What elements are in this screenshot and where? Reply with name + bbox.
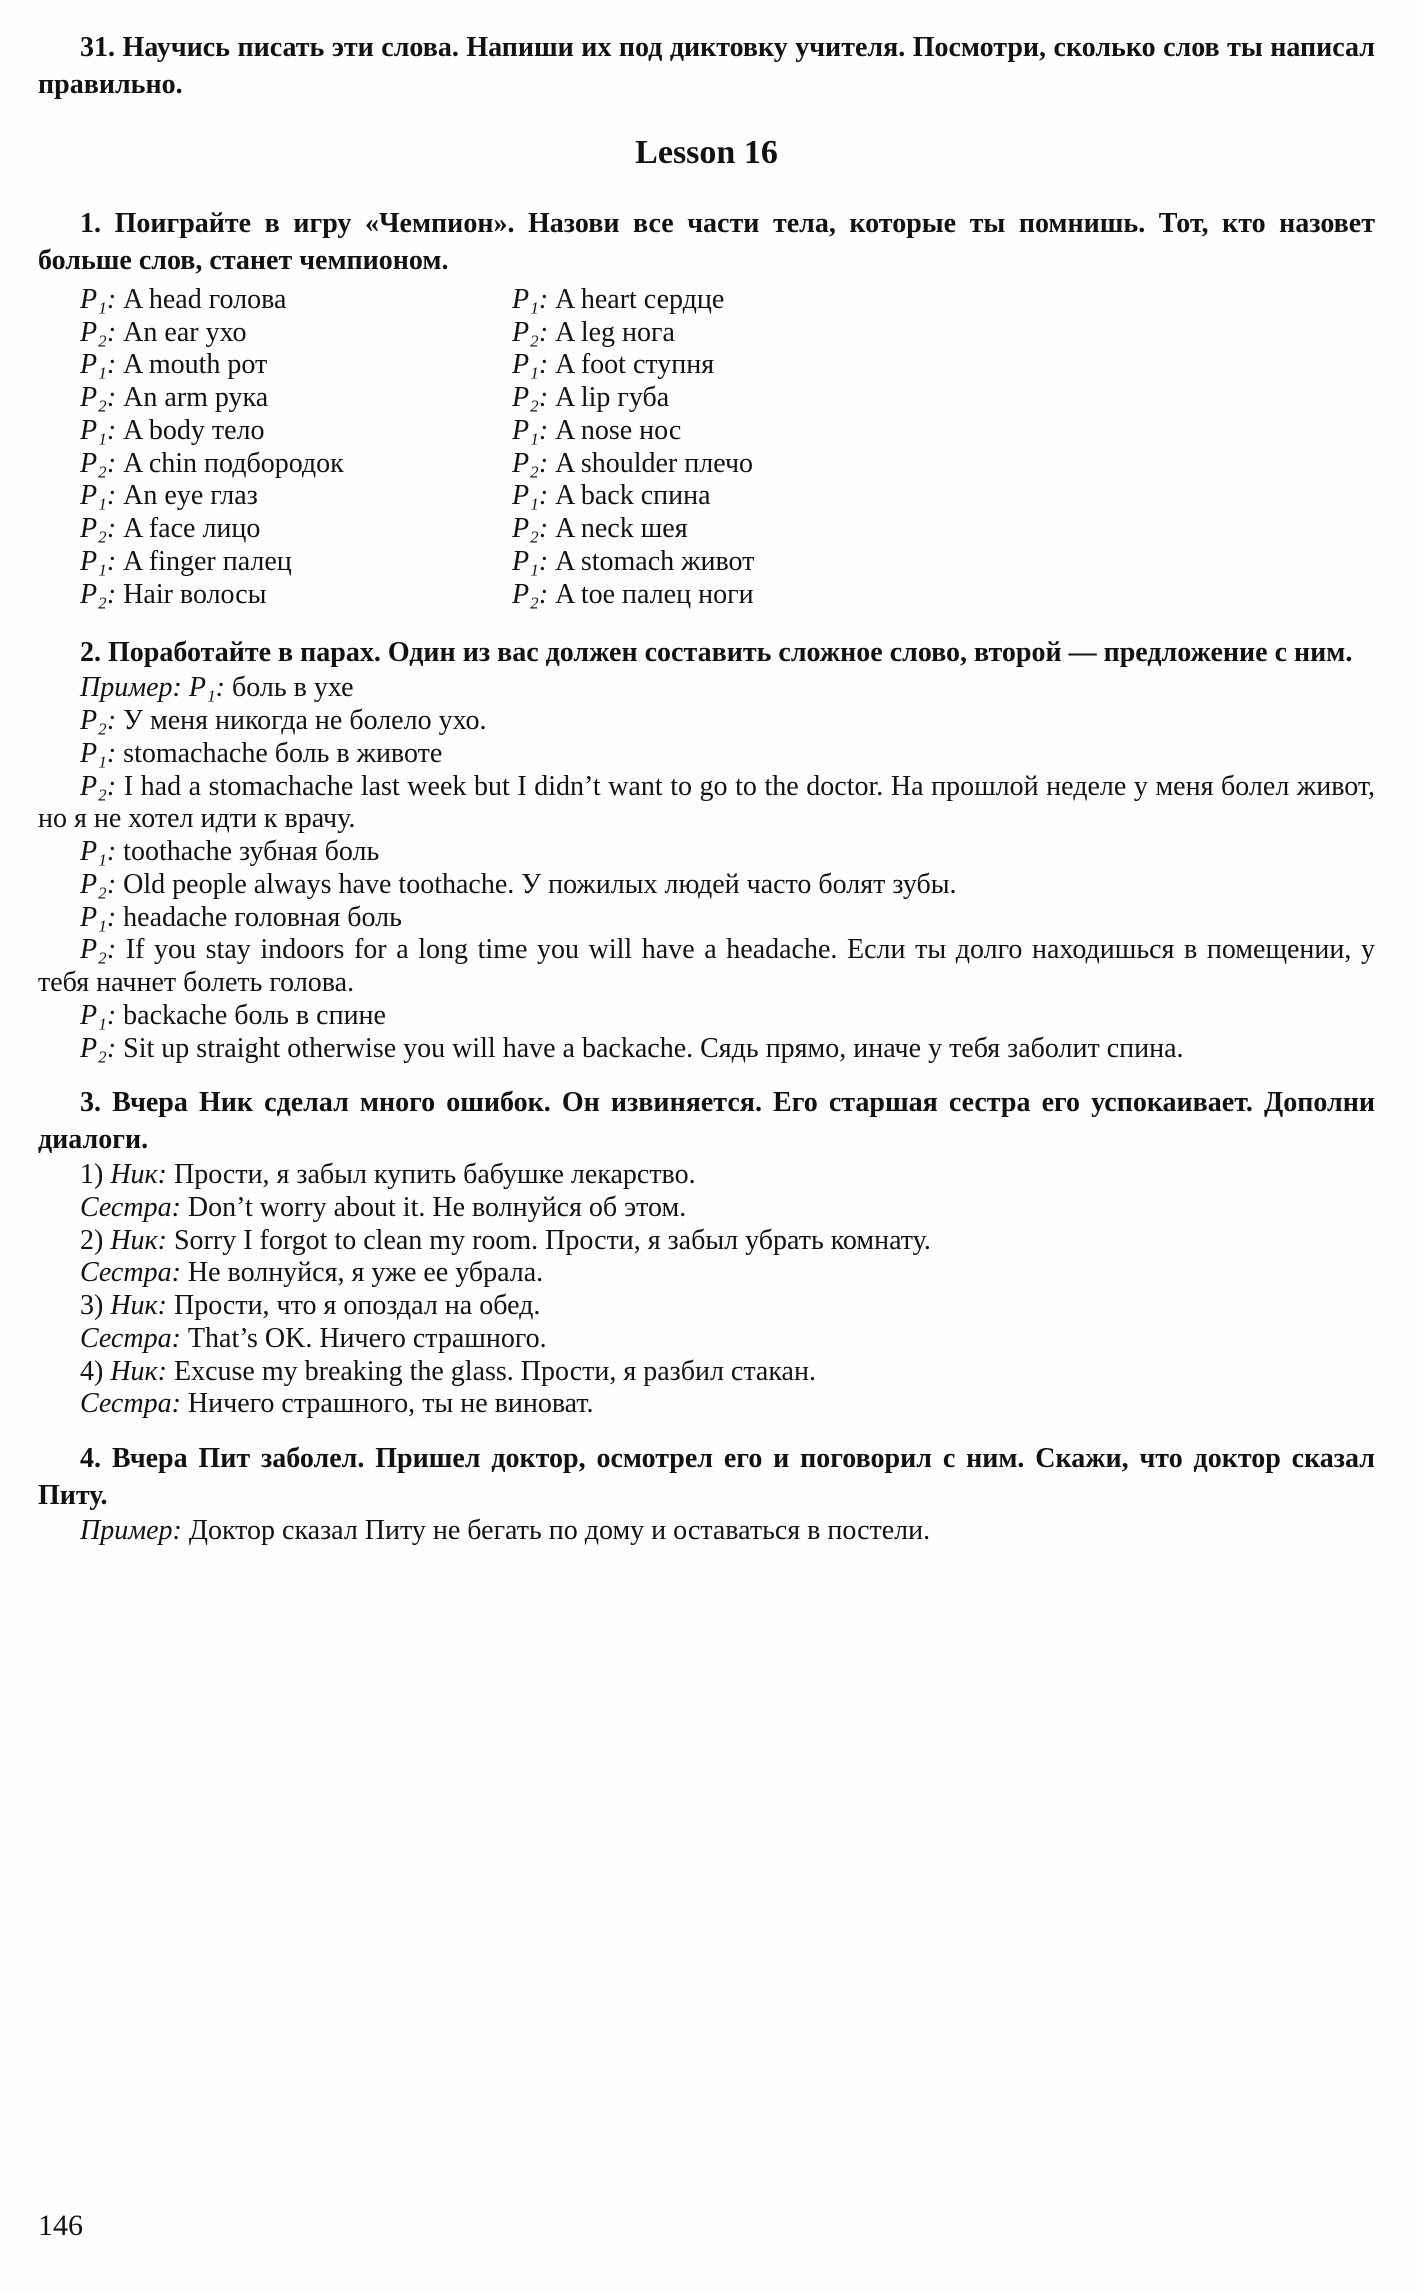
exercise-4-example [38, 1515, 1375, 1548]
dialogue-text: У меня никогда не болело ухо. [123, 705, 487, 737]
line-number: 4) [80, 1355, 111, 1387]
dialogue-text: A heart сердце [555, 283, 725, 315]
exercise-2-instruction: 2. Поработайте в парах. Один из вас должен составить сложное слово, второй — предложение с ним. [80, 637, 1353, 669]
exercise-3-dialogue [38, 1159, 1375, 1421]
line-number: 3) [80, 1290, 111, 1322]
dialogue-text: A back спина [555, 480, 711, 512]
dialogue-text: Sorry I forgot to clean my room. Прости, я забыл убрать комнату. [173, 1224, 931, 1256]
dialogue-text: A toe палец ноги [555, 578, 754, 610]
speaker-label: P₂: [80, 316, 124, 348]
lesson-title: Lesson 16 [635, 133, 778, 171]
exercise-4-instruction: 4. Вчера Пит заболел. Пришел доктор, осмотрел его и поговорил с ним. Скажи, что доктор сказал Питу. [38, 1443, 1375, 1512]
dialogue-line [38, 705, 1375, 738]
dialogue-line [38, 1033, 1375, 1066]
speaker-label: P₂: [80, 770, 124, 802]
dialogue-line [38, 1290, 1375, 1323]
dialogue-line [512, 349, 1375, 382]
exercise-3-instruction: 3. Вчера Ник сделал много ошибок. Он извиняется. Его старшая сестра его успокаивает. Дополни диалоги. [38, 1087, 1375, 1156]
dialogue-text: Sit up straight otherwise you will have a backache. Сядь прямо, иначе у тебя заболит спина. [123, 1032, 1184, 1064]
dialogue-text: Old people always have toothache. У пожилых людей часто болят зубы. [123, 868, 957, 900]
exercise-1-columns [38, 284, 1375, 612]
speaker-label: P₁: [512, 349, 556, 381]
dialogue-text: Не волнуйся, я уже ее убрала. [187, 1257, 544, 1289]
dialogue-line [512, 513, 1375, 546]
dialogue-text: Hair волосы [123, 578, 267, 610]
exercise-31-instruction: 31. Научись писать эти слова. Напиши их под диктовку учителя. Посмотри, сколько слов ты написал правильно. [38, 32, 1375, 100]
speaker-label: Ник: [110, 1159, 174, 1191]
speaker-label: P₁: [80, 349, 124, 381]
dialogue-line [38, 349, 512, 382]
dialogue-text: A shoulder плечо [555, 447, 754, 479]
dialogue-line [512, 415, 1375, 448]
speaker-label: P₂: [80, 934, 126, 966]
dialogue-line [512, 480, 1375, 513]
speaker-label: Сестра: [80, 1388, 188, 1420]
speaker-label: P₂: [80, 382, 124, 414]
dialogue-line [38, 579, 512, 612]
speaker-label: P₂: [80, 513, 124, 545]
dialogue-text: toothache зубная боль [123, 836, 380, 868]
dialogue-line [38, 934, 1375, 1000]
dialogue-line [38, 513, 512, 546]
dialogue-line [38, 317, 512, 350]
speaker-label: P₂: [512, 447, 556, 479]
dialogue-text: backache боль в спине [123, 999, 386, 1031]
speaker-label: Ник: [110, 1224, 174, 1256]
example-label: Пример: [80, 1515, 189, 1547]
dialogue-text: An arm рука [123, 382, 269, 414]
speaker-label: P₁: [512, 283, 556, 315]
dialogue-line [38, 1356, 1375, 1389]
exercise-1-instruction: 1. Поиграйте в игру «Чемпион». Назови все части тела, которые ты помнишь. Тот, кто назовет больше слов, станет чемпионом. [38, 207, 1375, 276]
speaker-label: P₂: [80, 578, 124, 610]
speaker-label: Сестра: [80, 1191, 188, 1223]
speaker-label: P₁: [512, 545, 556, 577]
dialogue-line [38, 836, 1375, 869]
speaker-label: P₂: [80, 1032, 124, 1064]
dialogue-text: A lip губа [555, 382, 670, 414]
exercise-2-dialogue [38, 672, 1375, 1065]
dialogue-line [38, 1192, 1375, 1225]
speaker-label: P₂: [80, 447, 124, 479]
dialogue-text: боль в ухе [232, 672, 354, 704]
dialogue-text: Ничего страшного, ты не виноват. [187, 1388, 594, 1420]
dialogue-text: stomachache боль в животе [123, 737, 443, 769]
dialogue-line [38, 1159, 1375, 1192]
dialogue-text: A neck шея [555, 513, 688, 545]
example-text: Доктор сказал Питу не бегать по дому и оставаться в постели. [188, 1515, 931, 1547]
speaker-label: P₂: [512, 513, 556, 545]
dialogue-line [512, 317, 1375, 350]
dialogue-line [38, 738, 1375, 771]
dialogue-line [38, 1388, 1375, 1421]
example-label: Пример: [80, 672, 189, 704]
dialogue-line [38, 480, 512, 513]
speaker-label: P₁: [80, 901, 124, 933]
speaker-label: P₂: [80, 705, 124, 737]
dialogue-line [512, 448, 1375, 481]
dialogue-text: A leg нога [555, 316, 675, 348]
dialogue-line [38, 771, 1375, 837]
dialogue-text: Don’t worry about it. Не волнуйся об этом. [187, 1191, 687, 1223]
dialogue-text: An eye глаз [123, 480, 258, 512]
speaker-label: P₂: [512, 578, 556, 610]
dialogue-text: headache головная боль [123, 901, 402, 933]
dialogue-text: Прости, я забыл купить бабушке лекарство. [173, 1159, 696, 1191]
speaker-label: P₁: [80, 737, 124, 769]
dialogue-line [512, 284, 1375, 317]
speaker-label: Сестра: [80, 1257, 188, 1289]
dialogue-text: A foot ступня [555, 349, 715, 381]
dialogue-line [512, 546, 1375, 579]
dialogue-text: If you stay indoors for a long time you will have a headache. Если ты долго находишься в помещении, у тебя начнет болеть голова. [38, 934, 1375, 999]
dialogue-line [38, 546, 512, 579]
dialogue-text: A nose нос [555, 414, 682, 446]
dialogue-text: Excuse my breaking the glass. Прости, я разбил стакан. [173, 1355, 816, 1387]
dialogue-text: A chin подбородок [123, 447, 344, 479]
exercise-1-right-column [512, 284, 1375, 612]
dialogue-line [38, 1323, 1375, 1356]
speaker-label: P₁: [80, 545, 124, 577]
speaker-label: P₁: [188, 672, 233, 704]
exercise-1-left-column [38, 284, 512, 612]
dialogue-line [38, 869, 1375, 902]
dialogue-line [512, 382, 1375, 415]
speaker-label: P₁: [80, 480, 124, 512]
dialogue-line [38, 1257, 1375, 1290]
dialogue-text: A body тело [123, 414, 265, 446]
dialogue-text: A stomach живот [555, 545, 755, 577]
line-number: 2) [80, 1224, 111, 1256]
dialogue-line [512, 579, 1375, 612]
dialogue-line [38, 284, 512, 317]
speaker-label: P₂: [512, 382, 556, 414]
speaker-label: P₂: [80, 868, 124, 900]
dialogue-text: That’s OK. Ничего страшного. [187, 1322, 547, 1354]
dialogue-text: Прости, что я опоздал на обед. [173, 1290, 541, 1322]
dialogue-line [38, 1000, 1375, 1033]
dialogue-line [38, 672, 1375, 705]
dialogue-text: I had a stomachache last week but I didn’t want to go to the doctor. На прошлой неделе у меня болел живот, но я не хотел идти к врачу. [38, 770, 1375, 835]
speaker-label: Сестра: [80, 1322, 188, 1354]
dialogue-line [38, 382, 512, 415]
speaker-label: P₁: [512, 414, 556, 446]
dialogue-text: A mouth рот [123, 349, 268, 381]
speaker-label: P₁: [80, 999, 124, 1031]
speaker-label: P₁: [80, 283, 124, 315]
dialogue-text: A finger палец [123, 545, 292, 577]
speaker-label: P₂: [512, 316, 556, 348]
speaker-label: Ник: [110, 1290, 174, 1322]
dialogue-line [38, 902, 1375, 935]
speaker-label: P₁: [80, 836, 124, 868]
dialogue-text: A face лицо [123, 513, 261, 545]
dialogue-line [38, 448, 512, 481]
dialogue-text: An ear ухо [123, 316, 247, 348]
speaker-label: P₁: [80, 414, 124, 446]
page-number: 146 [38, 2209, 83, 2242]
dialogue-line [38, 1225, 1375, 1258]
dialogue-line [38, 415, 512, 448]
dialogue-text: A head голова [123, 283, 287, 315]
speaker-label: Ник: [110, 1355, 174, 1387]
speaker-label: P₁: [512, 480, 556, 512]
line-number: 1) [80, 1159, 111, 1191]
